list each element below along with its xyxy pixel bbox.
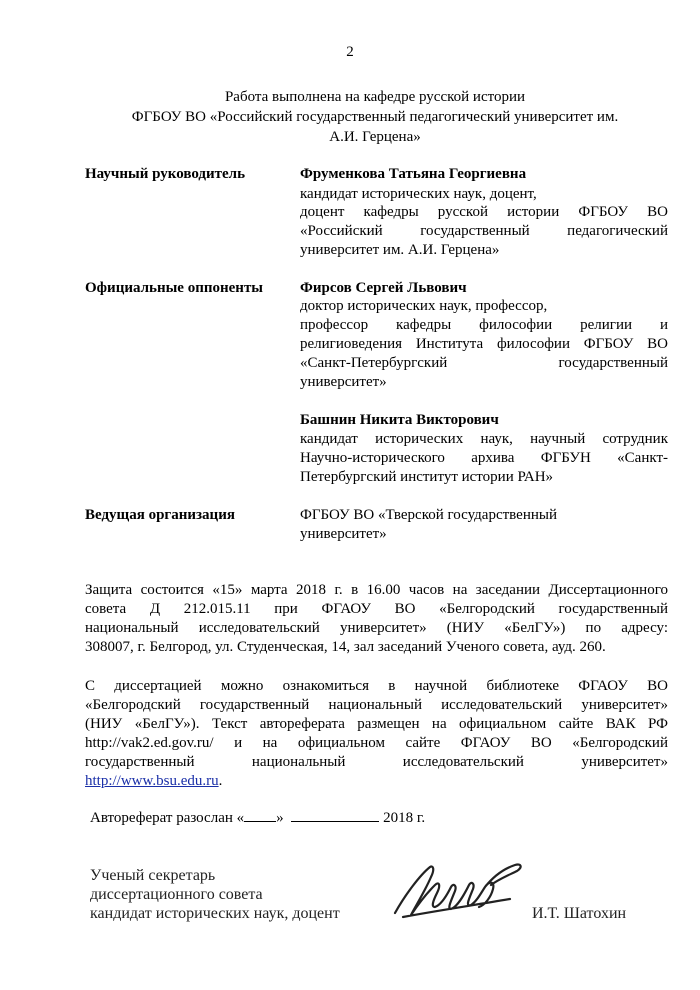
header-line-1: Работа выполнена на кафедре русской истории bbox=[224, 89, 526, 105]
opponent-2-name: Башнин Никита Викторович bbox=[300, 412, 499, 428]
library-line: С диссертацией можно ознакомиться в научной библиотеке ФГАОУ ВО bbox=[85, 678, 668, 694]
opponent-2-line: Петербургский институт истории РАН» bbox=[300, 469, 554, 485]
opponent-1-line: «Санкт-Петербургский государственный bbox=[300, 355, 668, 371]
dispatch-suffix: 2018 г. bbox=[383, 810, 426, 826]
defense-line: национальный исследовательский университет» (НИУ «БелГУ») по адресу: bbox=[85, 620, 668, 636]
opponents-label: Официальные оппоненты bbox=[85, 280, 264, 296]
dispatch-prefix: Автореферат разослан « bbox=[90, 810, 245, 826]
opponent-2-line: Научно-исторического архива ФГБУН «Санкт- bbox=[300, 450, 668, 466]
library-link-line bbox=[85, 771, 222, 791]
signature-name: И.Т. Шатохин bbox=[532, 905, 627, 922]
library-line: «Белгородский государственный национальный исследовательский университет» bbox=[85, 697, 668, 713]
handwritten-signature bbox=[385, 855, 535, 935]
supervisor-line: «Российский государственный педагогический bbox=[300, 223, 668, 239]
library-link-suffix: . bbox=[218, 773, 223, 789]
page-number: 2 bbox=[346, 44, 354, 60]
leading-org-label: Ведущая организация bbox=[85, 507, 235, 523]
dispatch-month-blank bbox=[291, 807, 379, 822]
library-line: http://vak2.ed.gov.ru/ и на официальном сайте ФГАОУ ВО «Белгородский bbox=[85, 735, 668, 751]
opponent-1-name: Фирсов Сергей Львович bbox=[300, 280, 467, 296]
signature-title-1: Ученый секретарь bbox=[90, 867, 216, 884]
defense-line: 308007, г. Белгород, ул. Студенческая, 14, зал заседаний Ученого совета, ауд. 260. bbox=[85, 639, 606, 655]
header-line-2: ФГБОУ ВО «Российский государственный педагогический университет им. bbox=[131, 109, 619, 125]
supervisor-line: университет им. А.И. Герцена» bbox=[300, 242, 500, 258]
dispatch-day-blank bbox=[244, 807, 276, 822]
defense-line: совета Д 212.015.11 при ФГАОУ ВО «Белгородский государственный bbox=[85, 601, 668, 617]
opponent-1-line: религиоведения Института философии ФГБОУ ВО bbox=[300, 336, 668, 352]
library-line: (НИУ «БелГУ»). Текст автореферата размещен на официальном сайте ВАК РФ bbox=[85, 716, 668, 732]
supervisor-line: кандидат исторических наук, доцент, bbox=[300, 186, 537, 202]
header-line-3: А.И. Герцена» bbox=[329, 129, 421, 145]
opponent-1-line: профессор кафедры философии религии и bbox=[300, 317, 668, 333]
supervisor-line: доцент кафедры русской истории ФГБОУ ВО bbox=[300, 204, 668, 220]
supervisor-name: Фруменкова Татьяна Георгиевна bbox=[300, 166, 527, 182]
library-line: государственный национальный исследовательский университет» bbox=[85, 754, 668, 770]
signature-title-3: кандидат исторических наук, доцент bbox=[90, 905, 340, 922]
opponent-1-line: университет» bbox=[300, 374, 387, 390]
dispatch-mid: » bbox=[276, 810, 284, 826]
opponent-1-line: доктор исторических наук, профессор, bbox=[300, 298, 548, 314]
bsu-website-link[interactable]: http://www.bsu.edu.ru bbox=[85, 773, 219, 789]
leading-org-line: университет» bbox=[300, 526, 387, 542]
signature-title-2: диссертационного совета bbox=[90, 886, 263, 903]
supervisor-label: Научный руководитель bbox=[85, 166, 245, 182]
dispatch-line bbox=[90, 807, 425, 828]
opponent-2-line: кандидат исторических наук, научный сотрудник bbox=[300, 431, 668, 447]
leading-org-line: ФГБОУ ВО «Тверской государственный bbox=[300, 507, 557, 523]
defense-line: Защита состоится «15» марта 2018 г. в 16.00 часов на заседании Диссертационного bbox=[85, 582, 668, 598]
